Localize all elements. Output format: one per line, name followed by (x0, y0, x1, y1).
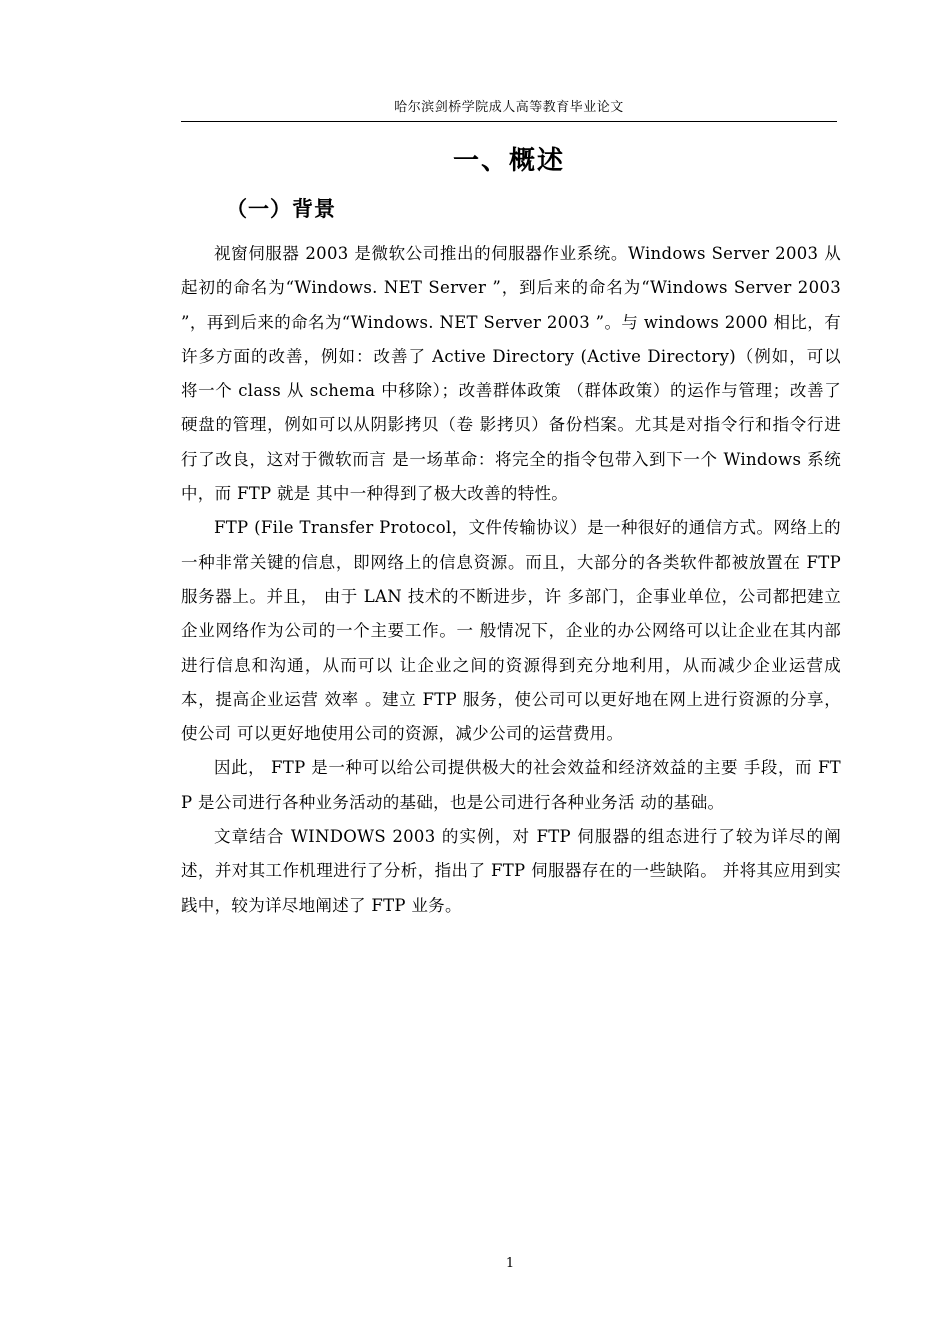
section-title: （一）背景 (226, 197, 336, 221)
body-text (181, 237, 841, 923)
chapter-title: 一、概述 (452, 146, 565, 176)
paragraph-background-intro: 视窗伺服器 2003 是微软公司推出的伺服器作业系统。Windows Server 2003 从起初的命名为“Windows. NET Server ”，到后来的命名为“Windows Server 2003 ”，再到后来的命名为“Windows. NET Server 2003 ”。与 windows 2000 相比，有许多方面的改善，例如：改善了 Active Directory (Active Directory)（例如，可以将一个 class 从 schema 中移除）；改善群体政策 （群体政策）的运作与管理；改善了硬盘的管理，例如可以从阴影拷贝（卷 影拷贝）备份档案。尤其是对指令行和指令行进行了改良，这对于微软而言 是一场革命：将完全的指令包带入到下一个 Windows 系统中，而 FTP 就是 其中一种得到了极大改善的特性。 (181, 244, 841, 504)
paragraph-article-scope: 文章结合 WINDOWS 2003 的实例，对 FTP 伺服器的组态进行了较为详尽的阐述，并对其工作机理进行了分析，指出了 FTP 伺服器存在的一些缺陷。 并将其应用到实践中，较为详尽地阐述了 FTP 业务。 (181, 827, 841, 915)
running-header: 哈尔滨剑桥学院成人高等教育毕业论文 (394, 100, 624, 115)
page-number: 1 (505, 1256, 515, 1271)
paragraph-ftp-overview: FTP (File Transfer Protocol，文件传输协议）是一种很好的通信方式。网络上的一种非常关键的信息，即网络上的信息资源。而且，大部分的各类软件都被放置在 FTP 服务器上。并且， 由于 LAN 技术的不断进步，许 多部门，企事业单位，公司都把建立企业网络作为公司的一个主要工作。一 般情况下，企业的办公网络可以让企业在其内部进行信息和沟通，从而可以 让企业之间的资源得到充分地利用，从而减少企业运营成本，提高企业运营 效率 。建立 FTP 服务，使公司可以更好地在网上进行资源的分享，使公司 可以更好地使用公司的资源，减少公司的运营费用。 (181, 518, 841, 744)
paragraph-ftp-importance: 因此， FTP 是一种可以给公司提供极大的社会效益和经济效益的主要 手段，而 FTP 是公司进行各种业务活动的基础，也是公司进行各种业务活 动的基础。 (181, 758, 841, 812)
header-divider (181, 121, 837, 122)
